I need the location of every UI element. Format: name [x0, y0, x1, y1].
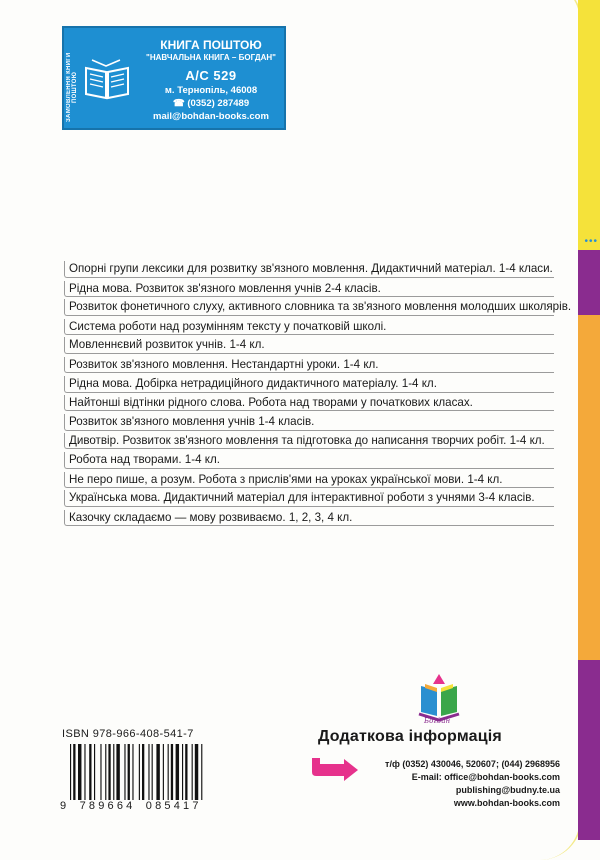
barcode-bar	[163, 744, 164, 802]
list-item: Розвиток зв'язного мовлення. Нестандартні уроки. 1-4 кл.	[64, 357, 554, 373]
dots-decoration: •••	[584, 236, 598, 247]
barcode-bar	[89, 744, 91, 802]
contact-block	[366, 758, 560, 810]
list-item: Не перо пише, а розум. Робота з прислів'ями на уроках української мови. 1-4 кл.	[64, 472, 554, 488]
pink-arrow-icon	[310, 754, 360, 782]
barcode-bar	[148, 744, 149, 802]
stamp-city: м. Тернопіль, 46008	[164, 85, 258, 96]
email-line	[366, 771, 560, 784]
barcode-bar	[176, 744, 179, 802]
stamp-title: КНИГА ПОШТОЮ	[160, 38, 262, 52]
barcode-bar	[185, 744, 187, 802]
list-item: Рідна мова. Розвиток зв'язного мовлення учнів 2-4 класів.	[64, 281, 554, 297]
stamp-subtitle: "НАВЧАЛЬНА КНИГА – БОГДАН"	[146, 53, 276, 62]
list-item: Мовленнєвий розвиток учнів. 1-4 кл.	[64, 337, 554, 354]
stamp-phone-line	[144, 98, 278, 109]
barcode-bar	[168, 744, 169, 802]
barcode-bar	[108, 744, 110, 802]
barcode-bar	[84, 744, 85, 802]
barcode-bar	[152, 744, 153, 802]
barcode-digit-first: 9	[60, 800, 70, 812]
barcode-digits	[58, 800, 204, 812]
isbn: ISBN 978-966-408-541-7	[62, 728, 194, 740]
phones: (0352) 430046, 520607; (044) 2968956	[402, 759, 560, 769]
info-title: Додаткова інформація	[318, 728, 502, 745]
website: www.bohdan-books.com	[453, 798, 560, 808]
telephone-icon: ☎	[172, 98, 188, 109]
publisher-logo-text: Богдан	[424, 717, 451, 725]
stamp-side-text: ЗАМОВЛЕННЯ КНИГИ ПОШТОЮ	[66, 52, 78, 122]
barcode-bar	[171, 744, 173, 802]
list-item: Українська мова. Дидактичний матеріал для інтерактивної роботи з учнями 3-4 класів.	[64, 490, 554, 507]
barcode-bar	[116, 744, 119, 802]
barcode-bar	[182, 744, 183, 802]
mail-order-stamp	[62, 26, 286, 130]
phone-label: т/ф	[385, 759, 400, 769]
barcode-bar	[105, 744, 106, 802]
list-item: Розвиток зв'язного мовлення учнів 1-4 класів.	[64, 414, 554, 431]
barcode-bar	[100, 744, 101, 802]
list-item: Казочку складаємо — мову розвиваємо. 1, 2, 3, 4 кл.	[64, 510, 554, 526]
list-item: Найтонші відтінки рідного слова. Робота над творами у початкових класах.	[64, 395, 554, 411]
list-item: Розвиток фонетичного слуху, активного словника та зв'язного мовлення молодших школярів.	[64, 299, 554, 316]
email-label: E-mail:	[411, 772, 442, 782]
list-item: Робота над творами. 1-4 кл.	[64, 452, 554, 469]
barcode-bar	[132, 744, 133, 802]
list-item: Дивотвір. Розвиток зв'язного мовлення та підготовка до написання творчих робіт. 1-4 кл.	[64, 433, 554, 449]
book-list	[64, 261, 572, 528]
email-office: office@bohdan-books.com	[444, 772, 560, 782]
open-book-icon	[82, 54, 132, 104]
edge-stripe-yellow	[578, 0, 600, 250]
barcode-digits-group1: 789664	[79, 800, 136, 812]
list-item: Система роботи над розумінням тексту у початковій школі.	[64, 319, 554, 335]
stamp-email: mail@bohdan-books.com	[153, 111, 269, 122]
barcode-bar	[156, 744, 159, 802]
barcode-bar	[192, 744, 193, 802]
barcode-bar	[124, 744, 125, 802]
edge-stripe-purple-bottom	[578, 660, 600, 840]
list-item: Рідна мова. Добірка нетрадиційного дидактичного матеріалу. 1-4 кл.	[64, 376, 554, 393]
barcode-digits-group2: 085417	[145, 800, 202, 812]
stamp-po-box: А/С 529	[185, 68, 237, 83]
barcode-bar	[94, 744, 95, 802]
phone-line	[366, 758, 560, 771]
barcode-bar	[78, 744, 81, 802]
email-publishing: publishing@budny.te.ua	[455, 785, 560, 795]
edge-stripe-orange	[578, 315, 600, 660]
edge-stripe-purple	[578, 250, 600, 315]
list-item: Опорні групи лексики для розвитку зв'язного мовлення. Дидактичний матеріал. 1-4 класи.	[64, 261, 554, 278]
stamp-phone: (0352) 287489	[187, 98, 250, 109]
barcode-bar	[113, 744, 114, 802]
barcode-bar	[128, 744, 130, 802]
